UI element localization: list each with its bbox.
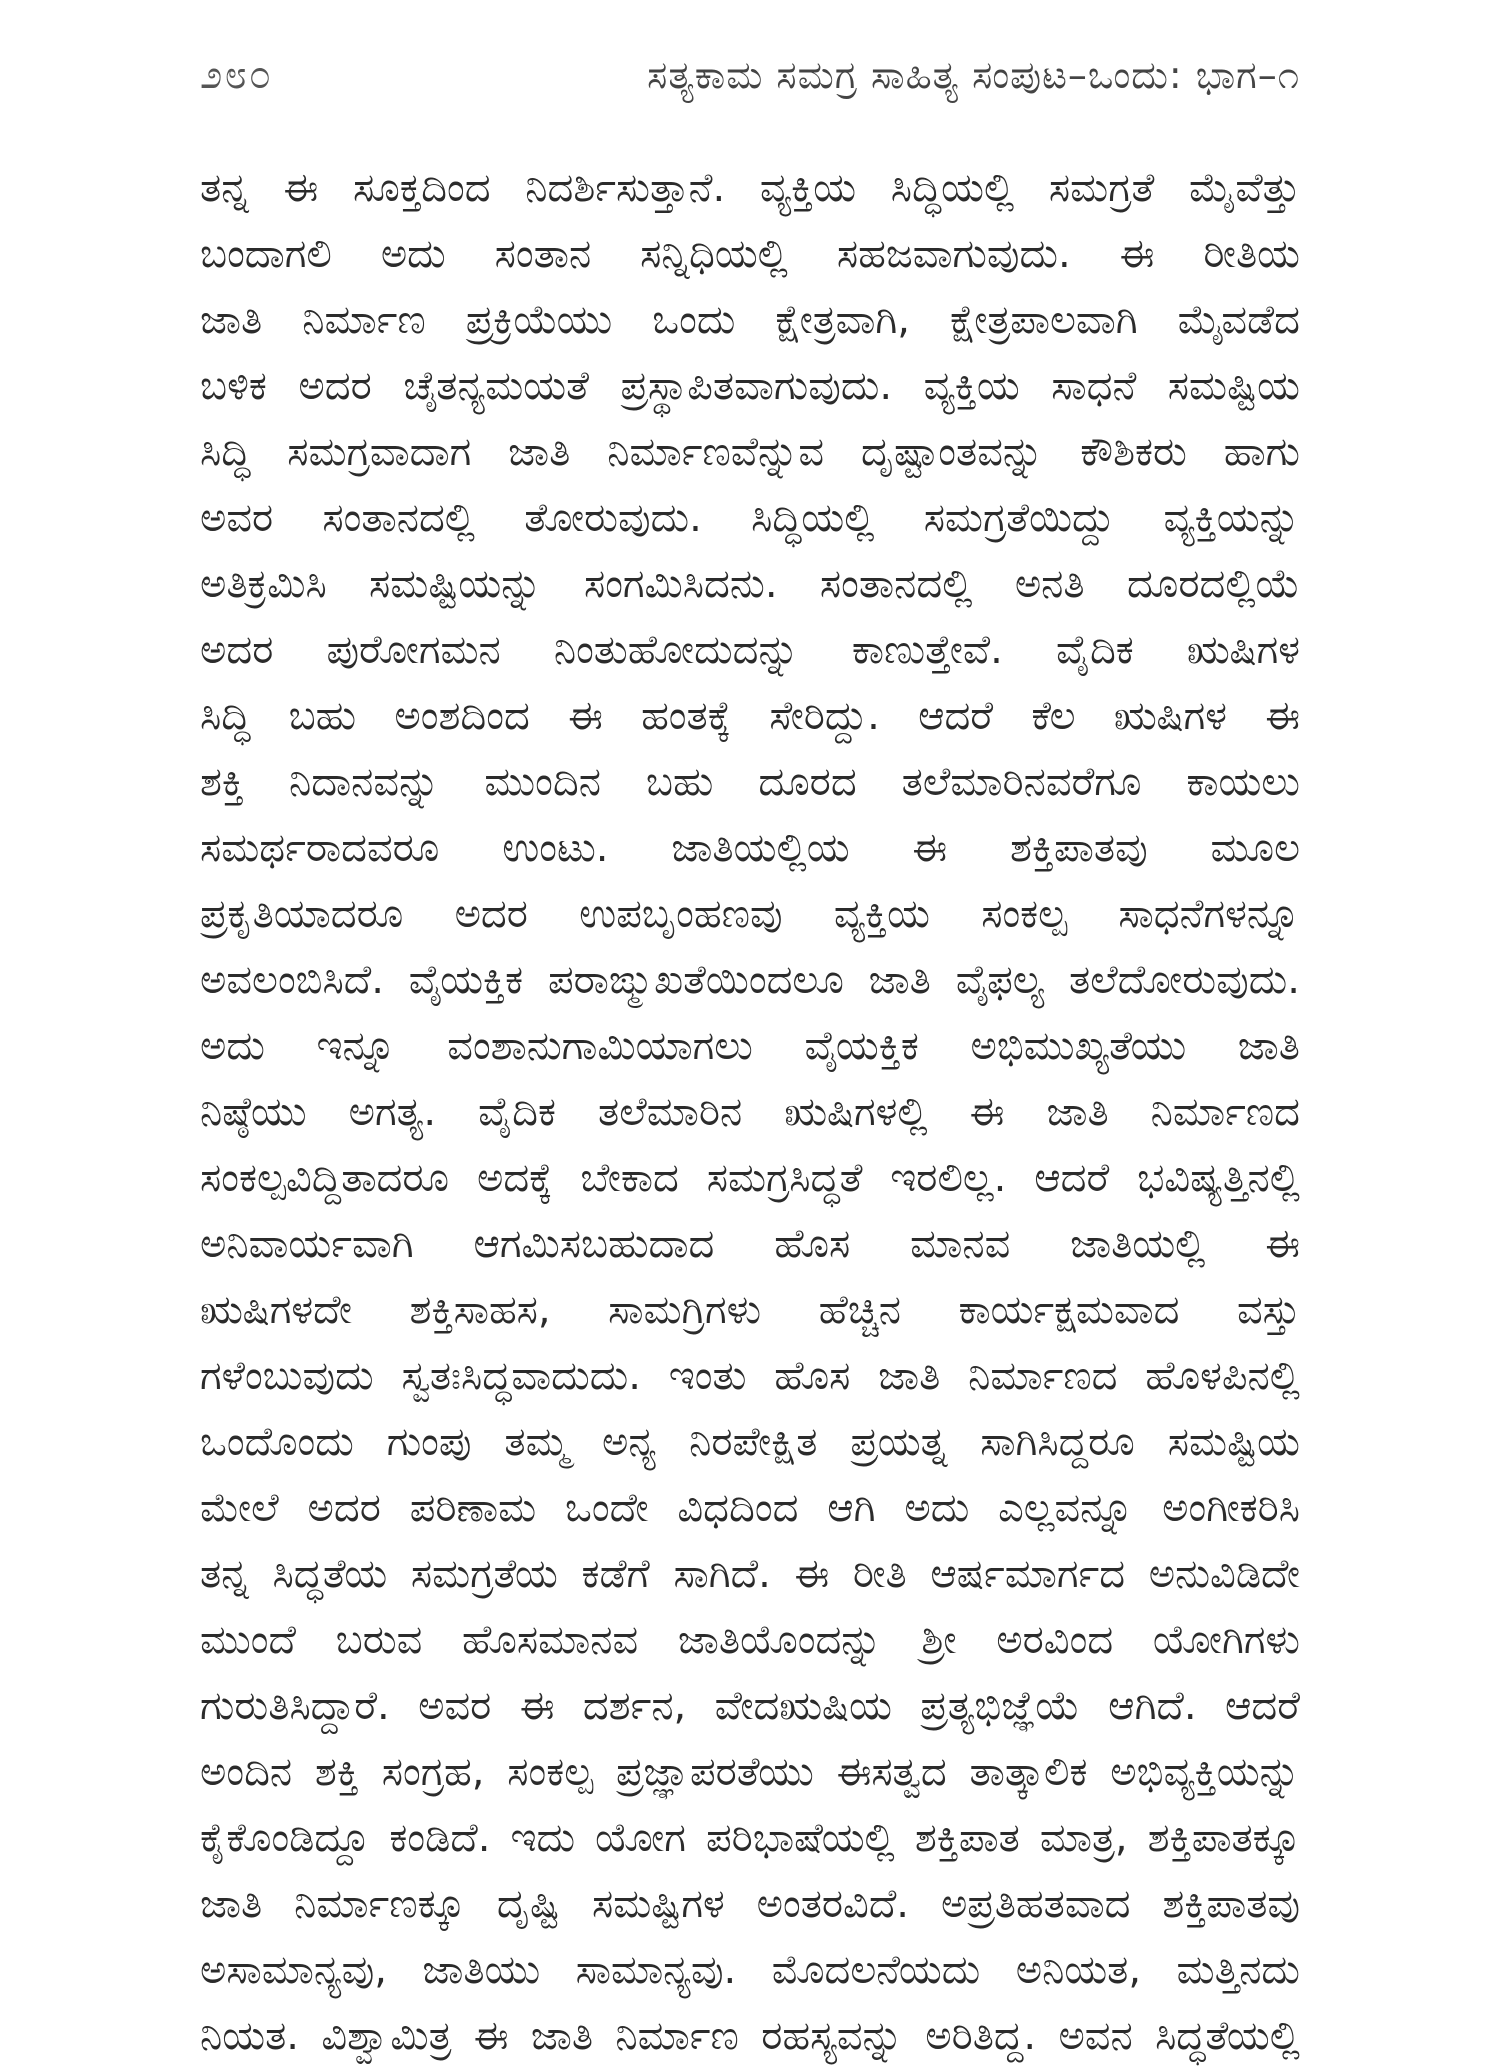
text-line: ಅದು ಇನ್ನೂ ವಂಶಾನುಗಾಮಿಯಾಗಲು ವೈಯಕ್ತಿಕ ಅಭಿಮುಖ್ಯತೆಯು ಜಾತಿ — [200, 1023, 1300, 1069]
text-line: ಸಂಕಲ್ಪವಿದ್ದಿತಾದರೂ ಅದಕ್ಕೆ ಬೇಕಾದ ಸಮಗ್ರಸಿದ್ಧತೆ ಇರಲಿಲ್ಲ. ಆದರೆ ಭವಿಷ್ಯತ್ತಿನಲ್ಲಿ — [200, 1155, 1300, 1201]
text-line: ಅನಿವಾರ್ಯವಾಗಿ ಆಗಮಿಸಬಹುದಾದ ಹೊಸ ಮಾನವ ಜಾತಿಯಲ್ಲಿ ಈ — [200, 1221, 1300, 1267]
text-line: ತನ್ನ ಈ ಸೂಕ್ತದಿಂದ ನಿದರ್ಶಿಸುತ್ತಾನೆ. ವ್ಯಕ್ತಿಯ ಸಿದ್ಧಿಯಲ್ಲಿ ಸಮಗ್ರತೆ ಮೈವೆತ್ತು — [200, 165, 1300, 211]
text-line: ಅವಲಂಬಿಸಿದೆ. ವೈಯಕ್ತಿಕ ಪರಾಙ್ಮುಖತೆಯಿಂದಲೂ ಜಾತಿ ವೈಫಲ್ಯ ತಲೆದೋರುವುದು. — [200, 957, 1300, 1003]
text-line: ಮೇಲೆ ಅದರ ಪರಿಣಾಮ ಒಂದೇ ವಿಧದಿಂದ ಆಗಿ ಅದು ಎಲ್ಲವನ್ನೂ ಅಂಗೀಕರಿಸಿ — [200, 1485, 1300, 1531]
text-line: ಸಿದ್ಧಿ ಸಮಗ್ರವಾದಾಗ ಜಾತಿ ನಿರ್ಮಾಣವೆನ್ನುವ ದೃಷ್ಟಾಂತವನ್ನು ಕೌಶಿಕರು ಹಾಗು — [200, 429, 1300, 475]
text-line: ಗಳೆಂಬುವುದು ಸ್ವತಃಸಿದ್ಧವಾದುದು. ಇಂತು ಹೊಸ ಜಾತಿ ನಿರ್ಮಾಣದ ಹೊಳಪಿನಲ್ಲಿ — [200, 1353, 1300, 1399]
text-line: ಮುಂದೆ ಬರುವ ಹೊಸಮಾನವ ಜಾತಿಯೊಂದನ್ನು ಶ್ರೀ ಅರವಿಂದ ಯೋಗಿಗಳು — [200, 1617, 1300, 1663]
text-line: ಸಿದ್ಧಿ ಬಹು ಅಂಶದಿಂದ ಈ ಹಂತಕ್ಕೆ ಸೇರಿದ್ದು. ಆದರೆ ಕೆಲ ಋಷಿಗಳ ಈ — [200, 693, 1300, 739]
text-line: ತನ್ನ ಸಿದ್ಧತೆಯ ಸಮಗ್ರತೆಯ ಕಡೆಗೆ ಸಾಗಿದೆ. ಈ ರೀತಿ ಆರ್ಷಮಾರ್ಗದ ಅನುವಿಡಿದೇ — [200, 1551, 1300, 1597]
text-line: ಸಮರ್ಥರಾದವರೂ ಉಂಟು. ಜಾತಿಯಲ್ಲಿಯ ಈ ಶಕ್ತಿಪಾತವು ಮೂಲ — [200, 825, 1300, 871]
text-line: ಅದರ ಪುರೋಗಮನ ನಿಂತುಹೋದುದನ್ನು ಕಾಣುತ್ತೇವೆ. ವೈದಿಕ ಋಷಿಗಳ — [200, 627, 1300, 673]
text-line: ಶಕ್ತಿ ನಿದಾನವನ್ನು ಮುಂದಿನ ಬಹು ದೂರದ ತಲೆಮಾರಿನವರೆಗೂ ಕಾಯಲು — [200, 759, 1300, 805]
text-line: ಅತಿಕ್ರಮಿಸಿ ಸಮಷ್ಟಿಯನ್ನು ಸಂಗಮಿಸಿದನು. ಸಂತಾನದಲ್ಲಿ ಅನತಿ ದೂರದಲ್ಲಿಯೆ — [200, 561, 1300, 607]
text-line: ಜಾತಿ ನಿರ್ಮಾಣಕ್ಕೂ ದೃಷ್ಟಿ ಸಮಷ್ಟಿಗಳ ಅಂತರವಿದೆ. ಅಪ್ರತಿಹತವಾದ ಶಕ್ತಿಪಾತವು — [200, 1881, 1300, 1927]
text-line: ಒಂದೊಂದು ಗುಂಪು ತಮ್ಮ ಅನ್ಯ ನಿರಪೇಕ್ಷಿತ ಪ್ರಯತ್ನ ಸಾಗಿಸಿದ್ದರೂ ಸಮಷ್ಟಿಯ — [200, 1419, 1300, 1465]
text-line: ಜಾತಿ ನಿರ್ಮಾಣ ಪ್ರಕ್ರಿಯೆಯು ಒಂದು ಕ್ಷೇತ್ರವಾಗಿ, ಕ್ಷೇತ್ರಪಾಲವಾಗಿ ಮೈವಡೆದ — [200, 297, 1300, 343]
page-number: ೨೮೦ — [200, 52, 274, 98]
page-header — [200, 40, 1300, 110]
text-line: ನಿಯತ. ವಿಶ್ವಾಮಿತ್ರ ಈ ಜಾತಿ ನಿರ್ಮಾಣ ರಹಸ್ಯವನ್ನು ಅರಿತಿದ್ದ. ಅವನ ಸಿದ್ಧತೆಯಲ್ಲಿ — [200, 2013, 1300, 2059]
text-line: ಋಷಿಗಳದೇ ಶಕ್ತಿಸಾಹಸ, ಸಾಮಗ್ರಿಗಳು ಹೆಚ್ಚಿನ ಕಾರ್ಯಕ್ಷಮವಾದ ವಸ್ತು — [200, 1287, 1300, 1333]
body-text — [200, 155, 1300, 2069]
running-title: ಸತ್ಯಕಾಮ ಸಮಗ್ರ ಸಾಹಿತ್ಯ ಸಂಪುಟ–ಒಂದು: ಭಾಗ–೧ — [647, 52, 1300, 97]
text-line: ಅವರ ಸಂತಾನದಲ್ಲಿ ತೋರುವುದು. ಸಿದ್ಧಿಯಲ್ಲಿ ಸಮಗ್ರತೆಯಿದ್ದು ವ್ಯಕ್ತಿಯನ್ನು — [200, 495, 1300, 541]
text-line: ನಿಷ್ಠೆಯು ಅಗತ್ಯ. ವೈದಿಕ ತಲೆಮಾರಿನ ಋಷಿಗಳಲ್ಲಿ ಈ ಜಾತಿ ನಿರ್ಮಾಣದ — [200, 1089, 1300, 1135]
text-line: ಅಂದಿನ ಶಕ್ತಿ ಸಂಗ್ರಹ, ಸಂಕಲ್ಪ ಪ್ರಜ್ಞಾಪರತೆಯು ಈಸತ್ವದ ತಾತ್ಕಾಲಿಕ ಅಭಿವ್ಯಕ್ತಿಯನ್ನು — [200, 1749, 1300, 1795]
text-line: ಕೈಕೊಂಡಿದ್ದೂ ಕಂಡಿದೆ. ಇದು ಯೋಗ ಪರಿಭಾಷೆಯಲ್ಲಿ ಶಕ್ತಿಪಾತ ಮಾತ್ರ, ಶಕ್ತಿಪಾತಕ್ಕೂ — [200, 1815, 1300, 1861]
text-line: ಬಂದಾಗಲಿ ಅದು ಸಂತಾನ ಸನ್ನಿಧಿಯಲ್ಲಿ ಸಹಜವಾಗುವುದು. ಈ ರೀತಿಯ — [200, 231, 1300, 277]
text-line: ಗುರುತಿಸಿದ್ದಾರೆ. ಅವರ ಈ ದರ್ಶನ, ವೇದಋಷಿಯ ಪ್ರತ್ಯಭಿಜ್ಞೆಯೆ ಆಗಿದೆ. ಆದರೆ — [200, 1683, 1300, 1729]
text-line: ಅಸಾಮಾನ್ಯವು, ಜಾತಿಯು ಸಾಮಾನ್ಯವು. ಮೊದಲನೆಯದು ಅನಿಯತ, ಮತ್ತಿನದು — [200, 1947, 1300, 1993]
text-line: ಪ್ರಕೃತಿಯಾದರೂ ಅದರ ಉಪಬೃಂಹಣವು ವ್ಯಕ್ತಿಯ ಸಂಕಲ್ಪ ಸಾಧನೆಗಳನ್ನೂ — [200, 891, 1300, 937]
text-line: ಬಳಿಕ ಅದರ ಚೈತನ್ಯಮಯತೆ ಪ್ರಸ್ಥಾಪಿತವಾಗುವುದು. ವ್ಯಕ್ತಿಯ ಸಾಧನೆ ಸಮಷ್ಟಿಯ — [200, 363, 1300, 409]
